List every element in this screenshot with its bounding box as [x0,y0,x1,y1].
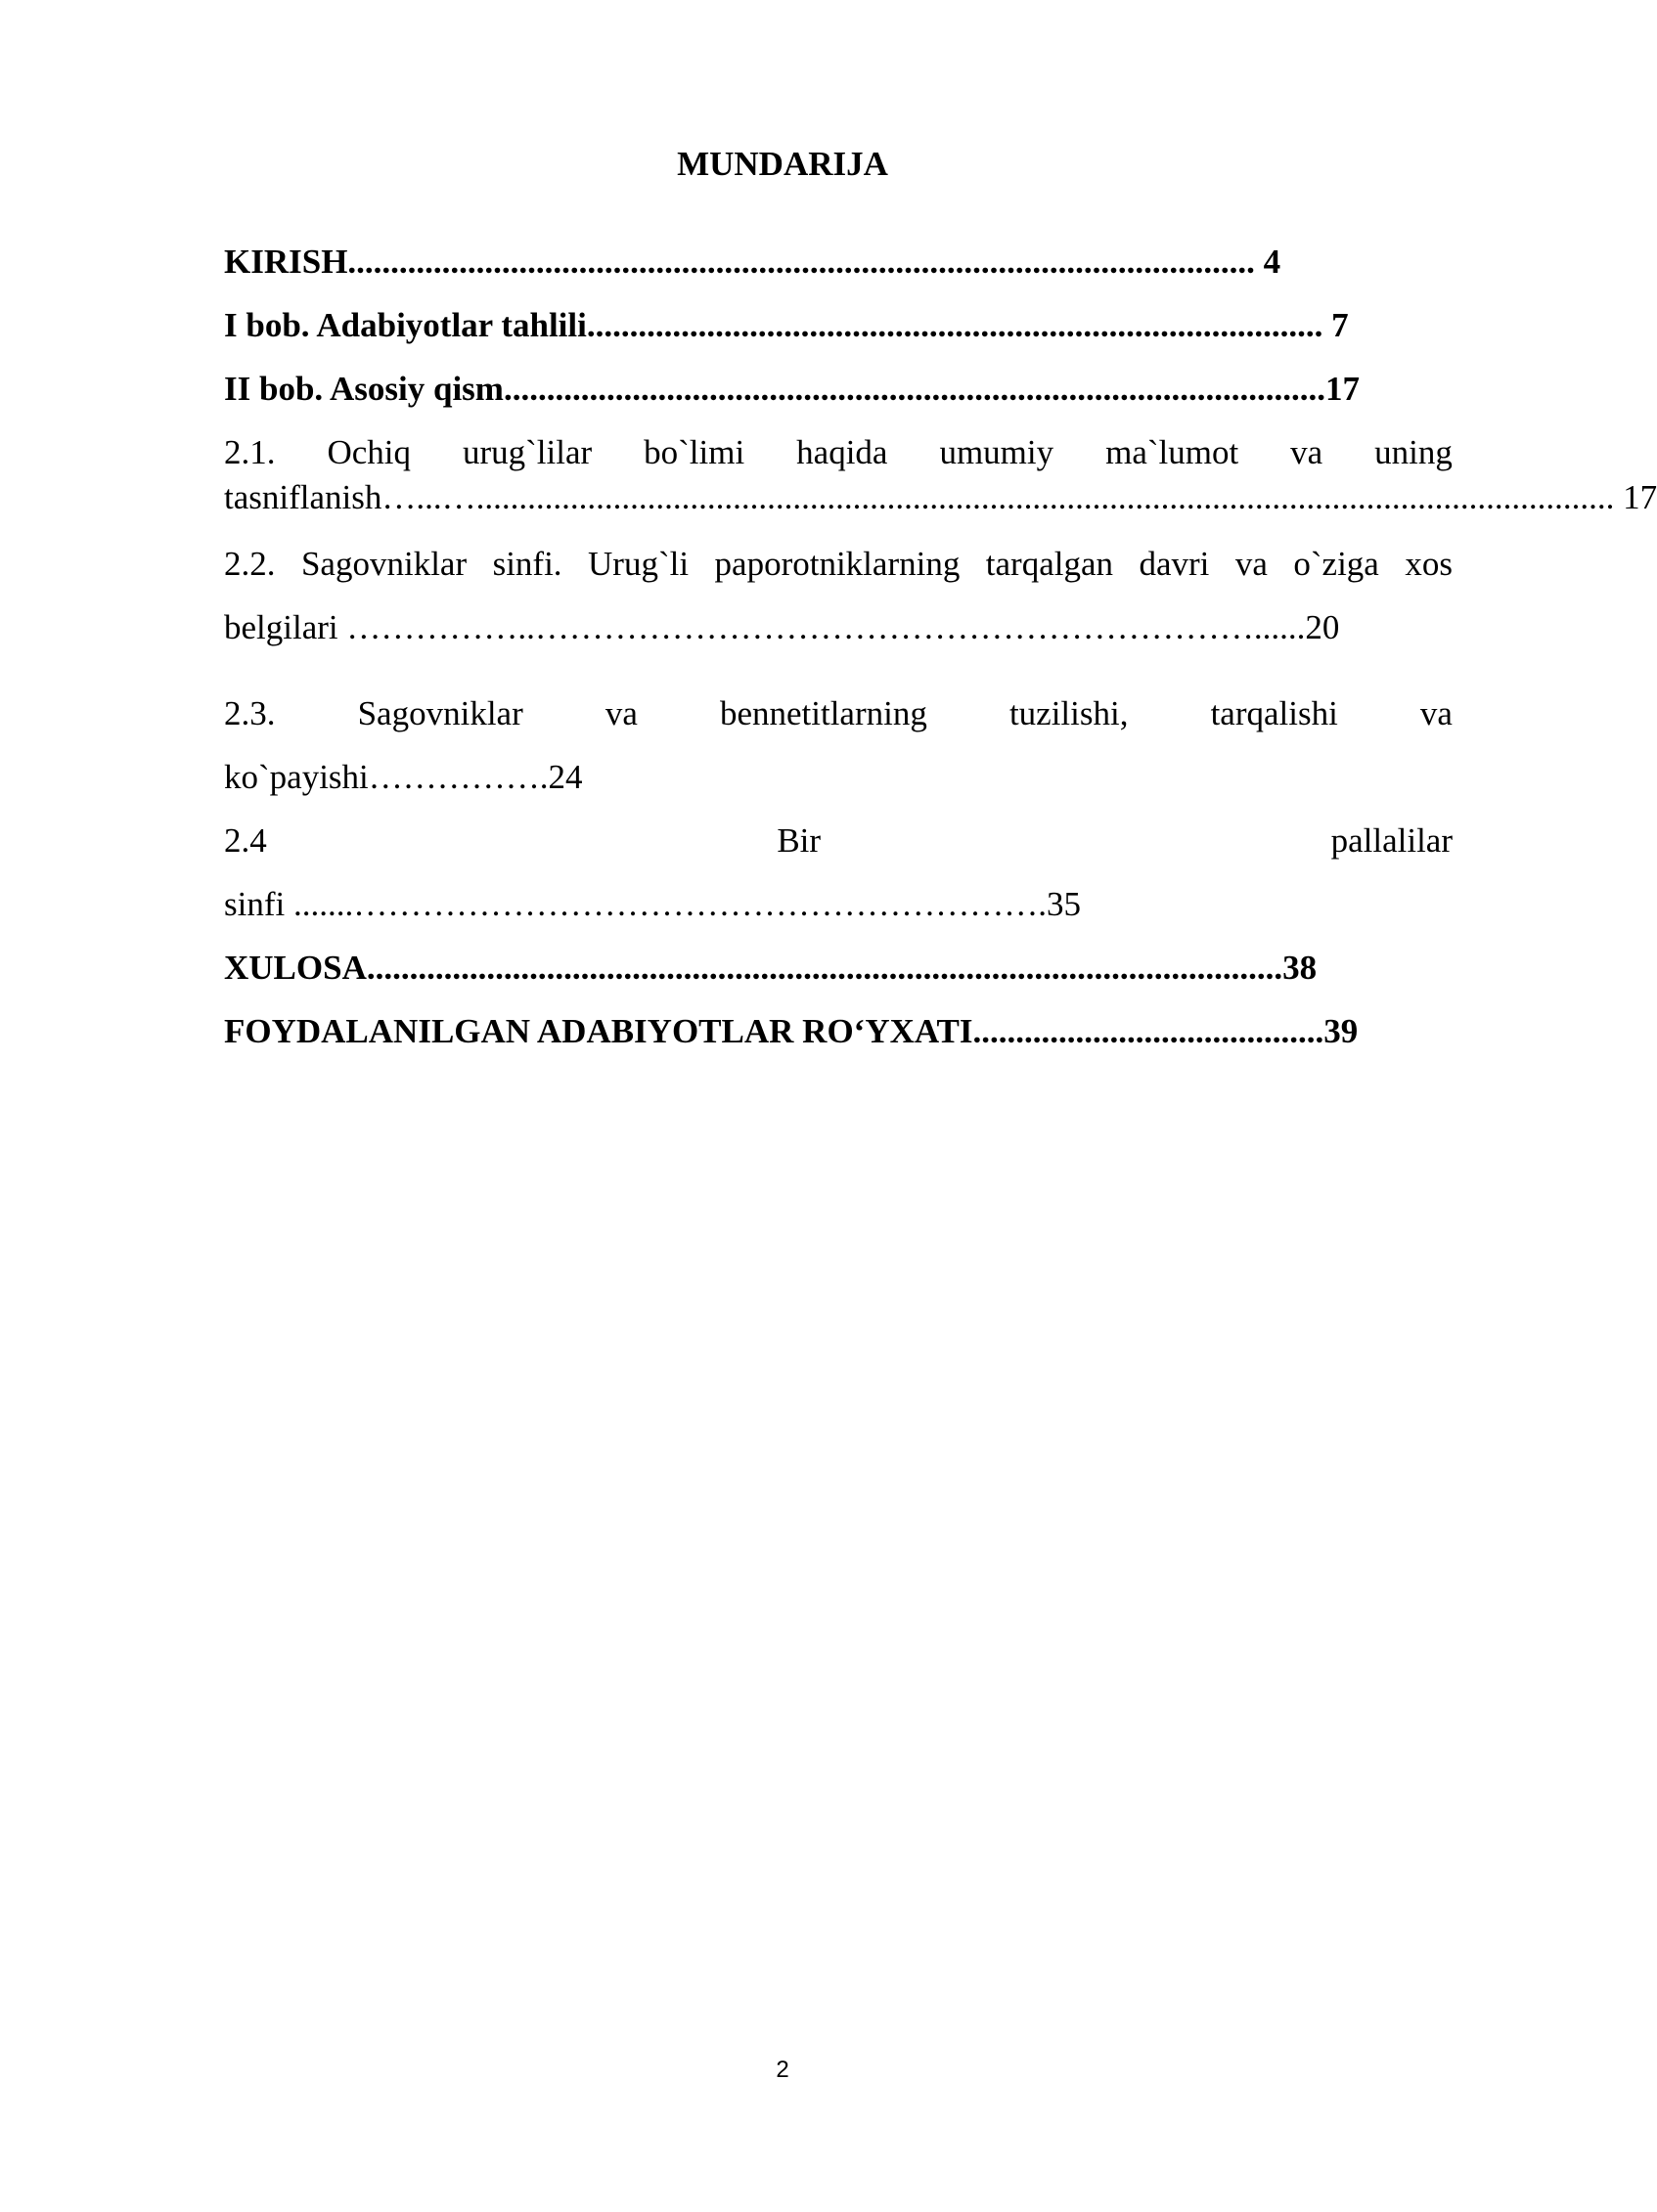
word: va [1290,433,1323,471]
toc-entry-2-2-line2: belgilari ……………..………………………………………………………......20 [224,608,1340,646]
word: tarqalishi [1210,694,1338,732]
word: sinfi. [492,545,562,583]
word: bo`limi [644,433,745,471]
toc-entry-2-4-line1 [224,821,1453,861]
toc-entry-xulosa: XULOSA...........................................................................................................38 [224,949,1318,987]
word: urug`lilar [462,433,593,471]
word: Ochiq [327,433,412,471]
word: bennetitlarning [719,694,927,732]
word: 2.2. [224,545,276,583]
word: xos [1405,545,1453,583]
page-number: 2 [776,2057,789,2083]
word: haqida [796,433,888,471]
page-title: MUNDARIJA [677,145,888,183]
word: uning [1374,433,1453,471]
toc-entry-2-3-line2: ko`payishi…………….24 [224,758,583,796]
toc-entry-kirish: KIRISH.......................................................................................................... 4 [224,243,1281,281]
word: 2.3. [224,694,276,732]
word: va [605,694,638,732]
word: 2.4 [224,821,267,860]
toc-entry-2-4-line2: sinfi .......…………………………………………………….35 [224,885,1081,923]
toc-entry-bob-2: II bob. Asosiy qism................................................................................................17 [224,370,1360,408]
toc-entry-2-1-line1 [224,433,1453,472]
word: davri [1139,545,1210,583]
word: umumiy [939,433,1054,471]
word: paporotniklarning [714,545,961,583]
word: Bir [777,821,822,860]
word: tuzilishi, [1008,694,1129,732]
word: o`ziga [1293,545,1379,583]
word: va [1234,545,1268,583]
word: Sagovniklar [357,694,523,732]
toc-entry-2-1-line2: tasniflanish…...…..................................................................................................................................... 17 [224,478,1657,516]
word: Sagovniklar [300,545,468,583]
toc-entry-foydalanilgan-adabiyotlar: FOYDALANILGAN ADABIYOTLAR RO‘YXATI.........................................39 [224,1012,1359,1050]
word: pallalilar [1330,821,1453,860]
word: Urug`li [588,545,690,583]
word: va [1419,694,1453,732]
word: tarqalgan [985,545,1114,583]
toc-entry-2-3-line1 [224,694,1453,733]
word: ma`lumot [1105,433,1239,471]
word: 2.1. [224,433,276,471]
toc-entry-2-2-line1 [224,545,1453,584]
toc-entry-bob-1: I bob. Adabiyotlar tahlili...................................................................................... 7 [224,306,1349,344]
